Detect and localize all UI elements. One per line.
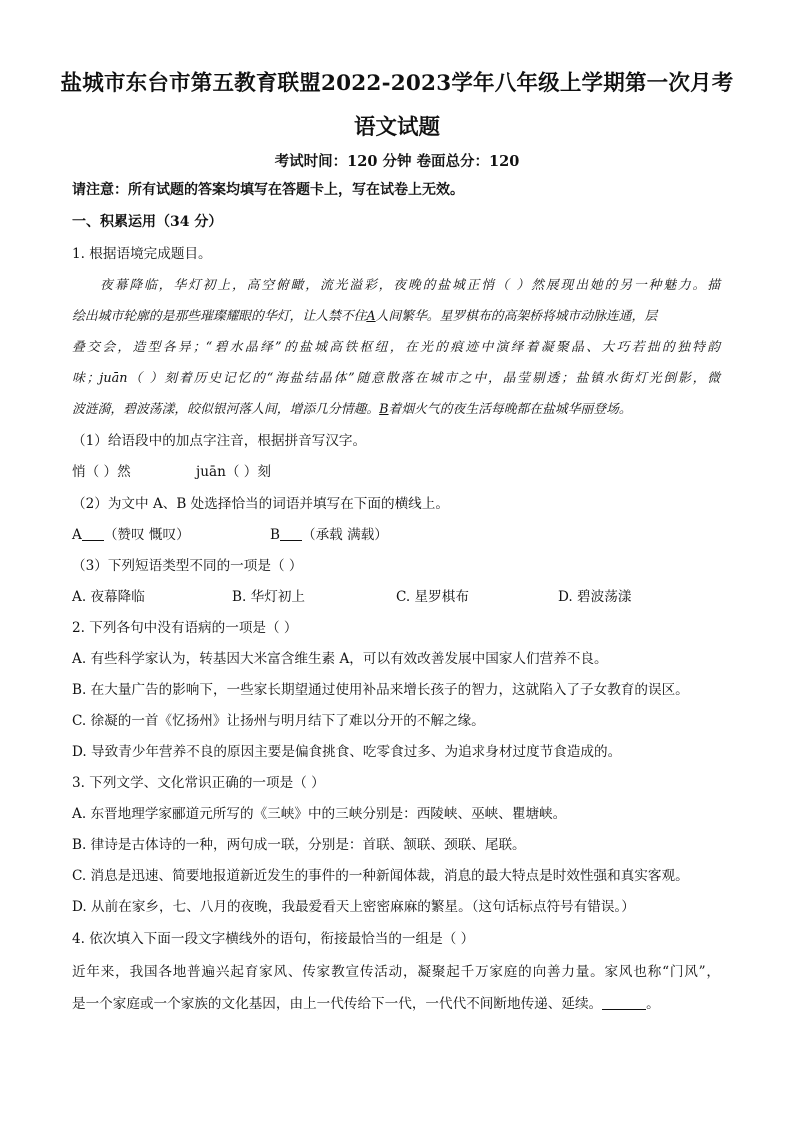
q3-option-b[interactable]: B. 律诗是古体诗的一种，两句成一联，分别是：首联、颔联、颈联、尾联。 xyxy=(72,837,526,853)
choices-a: （赞叹 慨叹） xyxy=(103,527,190,543)
exam-subtitle: 语文试题 xyxy=(353,115,440,140)
passage-text: 着烟火气的夜生活每晚都在盐城华丽登场。 xyxy=(388,402,632,417)
q4-line-2 xyxy=(72,994,660,1014)
section-heading: 一、积累运用（34 分） xyxy=(72,214,223,230)
q1-sub2-a[interactable] xyxy=(72,525,190,545)
exam-info: 考试时间：120 分钟 卷面总分：120 xyxy=(274,153,520,170)
passage-line-4: 味；juān（ ）刻着历史记忆的“海盐结晶体”随意散落在城市之中，晶莹剔透；盐镇水街灯光倒影，微 xyxy=(72,371,720,386)
q1-sub2-b[interactable] xyxy=(270,525,388,545)
passage-line-3: 叠交会，造型各异；“碧水晶绎”的盐城高铁枢纽，在光的痕迹中演绎着凝聚晶、大巧若拙的独特韵 xyxy=(72,340,720,355)
q2-stem: 2. 下列各句中没有语病的一项是（ ） xyxy=(72,620,298,636)
q1-sub3: （3）下列短语类型不同的一项是（ ） xyxy=(72,558,303,574)
q4-blank[interactable] xyxy=(602,995,646,1010)
blank-a-label: A xyxy=(72,527,82,543)
mark-b: B xyxy=(379,402,389,417)
q3-option-d[interactable]: D. 从前在家乡，七、八月的夜晚，我最爱看天上密密麻麻的繁星。（这句话标点符号有错误。） xyxy=(72,899,635,915)
q4-stem: 4. 依次填入下面一段文字横线外的语句，衔接最恰当的一组是（ ） xyxy=(72,931,475,947)
q3-stem: 3. 下列文学、文化常识正确的一项是（ ） xyxy=(72,775,325,791)
q3-option-c[interactable]: C. 消息是迅速、简要地报道新近发生的事件的一种新闻体裁，消息的最大特点是时效性强和真实客观。 xyxy=(72,868,689,884)
q2-option-c[interactable]: C. 徐凝的一首《忆扬州》让扬州与明月结下了难以分开的不解之缘。 xyxy=(72,713,485,729)
exam-title: 盐城市东台市第五教育联盟2022-2023学年八年级上学期第一次月考 xyxy=(60,71,734,96)
passage-text: 波涟漪，碧波荡漾，皎似银河落人间，增添几分情趣。 xyxy=(72,402,380,417)
q4-text: 是一个家庭或一个家族的文化基因，由上一代传给下一代，一代代不间断地传递、延续。 xyxy=(72,996,603,1012)
q1-option-c[interactable]: C. 星罗棋布 xyxy=(396,589,469,605)
q1-sub2: （2）为文中 A、B 处选择恰当的词语并填写在下面的横线上。 xyxy=(72,496,449,512)
passage-text: 绘出城市轮廓的是那些璀璨耀眼的华灯，让人禁不住 xyxy=(72,309,367,324)
passage-text: 人间繁华。星罗棋布的高架桥将城市动脉连通，层 xyxy=(375,309,658,324)
q1-stem: 1. 根据语境完成题目。 xyxy=(72,246,212,262)
q4-tail: 。 xyxy=(646,996,660,1012)
q1-sub1-answer-b[interactable]: juān（ ）刻 xyxy=(196,464,271,480)
passage-line-1: 夜幕降临，华灯初上，高空俯瞰，流光溢彩，夜晚的盐城正悄（ ）然展现出她的另一种魅力。描 xyxy=(100,278,720,293)
q1-sub1: （1）给语段中的加点字注音，根据拼音写汉字。 xyxy=(72,433,367,449)
blank-b[interactable] xyxy=(280,526,302,541)
blank-b-label: B xyxy=(270,527,280,543)
blank-a[interactable] xyxy=(82,526,104,541)
q4-line-1: 近年来，我国各地普遍兴起育家风、传家教宣传活动，凝聚起千万家庭的向善力量。家风也称“门风”， xyxy=(72,964,720,980)
q3-option-a[interactable]: A. 东晋地理学家郦道元所写的《三峡》中的三峡分别是：西陵峡、巫峡、瞿塘峡。 xyxy=(72,806,567,822)
q1-option-b[interactable]: B. 华灯初上 xyxy=(232,589,306,605)
q1-option-d[interactable]: D. 碧波荡漾 xyxy=(558,589,632,605)
q1-option-a[interactable]: A. 夜幕降临 xyxy=(72,589,145,605)
passage-line-2 xyxy=(72,307,720,327)
q2-option-d[interactable]: D. 导致青少年营养不良的原因主要是偏食挑食、吃零食过多、为追求身材过度节食造成的。 xyxy=(72,744,622,760)
choices-b: （承载 满载） xyxy=(302,527,388,543)
passage-line-5 xyxy=(72,400,632,420)
mark-a: A xyxy=(366,309,376,324)
q2-option-b[interactable]: B. 在大量广告的影响下，一些家长期望通过使用补品来增长孩子的智力，这就陷入了子女教育的误区。 xyxy=(72,682,689,698)
exam-notice: 请注意：所有试题的答案均填写在答题卡上，写在试卷上无效。 xyxy=(72,182,464,198)
q2-option-a[interactable]: A. 有些科学家认为，转基因大米富含维生素 A，可以有效改善发展中国家人们营养不良。 xyxy=(72,651,608,667)
q1-sub1-answer-a[interactable]: 悄（ ）然 xyxy=(72,464,131,480)
